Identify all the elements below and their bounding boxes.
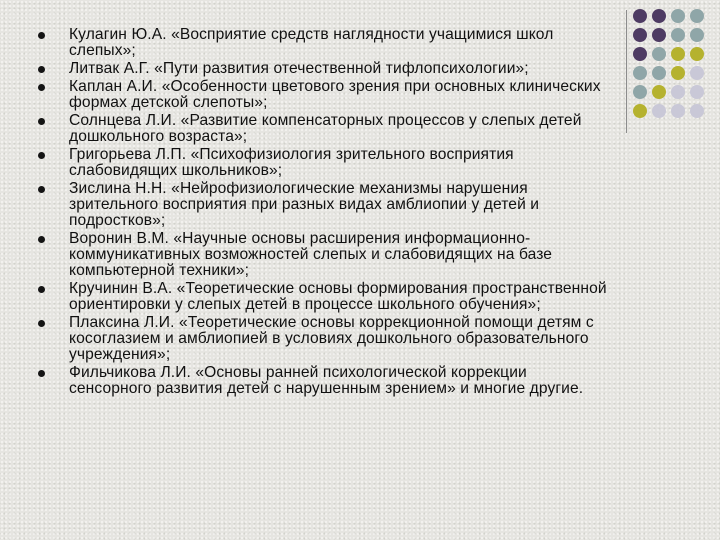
decorative-dot — [633, 66, 647, 80]
decorative-dot — [652, 28, 666, 42]
decorative-dot — [633, 85, 647, 99]
divider-line — [626, 10, 627, 133]
reference-text: Каплан А.И. «Особенности цветового зрения при основных клинических формах детской слепоты»; — [69, 78, 601, 111]
decorative-dot — [690, 47, 704, 61]
decorative-dot — [652, 104, 666, 118]
reference-item — [38, 147, 608, 179]
reference-item — [38, 79, 608, 111]
decorative-dot — [671, 9, 685, 23]
reference-item — [38, 113, 608, 145]
reference-text: Григорьева Л.П. «Психофизиология зрительного восприятия слабовидящих школьников»; — [69, 146, 514, 179]
decorative-dot — [633, 28, 647, 42]
decorative-dot — [671, 28, 685, 42]
bullet-icon — [38, 236, 45, 243]
decorative-dot — [633, 47, 647, 61]
decorative-dot — [671, 66, 685, 80]
bullet-icon — [38, 118, 45, 125]
decorative-dot — [652, 85, 666, 99]
bullet-icon — [38, 186, 45, 193]
decorative-dot — [690, 9, 704, 23]
reference-item — [38, 181, 608, 229]
decorative-dot-grid — [633, 9, 717, 129]
decorative-dot — [690, 28, 704, 42]
bullet-icon — [38, 66, 45, 73]
reference-text: Воронин В.М. «Научные основы расширения информационно-коммуникативных возможностей слепых и слабовидящих на базе компьютерной техники»; — [69, 230, 553, 279]
bullet-icon — [38, 370, 45, 377]
decorative-dot — [690, 104, 704, 118]
reference-text: Солнцева Л.И. «Развитие компенсаторных процессов у слепых детей дошкольного возраста»; — [69, 112, 582, 145]
decorative-dot — [652, 66, 666, 80]
reference-text: Кручинин В.А. «Теоретические основы формирования пространственной ориентировки у слепых детей в процессе школьного обучения»; — [69, 280, 607, 313]
decorative-dot — [633, 104, 647, 118]
decorative-dot — [690, 85, 704, 99]
reference-text: Кулагин Ю.А. «Восприятие средств наглядности учащимися школ слепых»; — [69, 26, 554, 59]
reference-text: Литвак А.Г. «Пути развития отечественной тифлопсихологии»; — [69, 60, 529, 77]
reference-text: Фильчикова Л.И. «Основы ранней психологической коррекции сенсорного развития детей с нарушенным зрением» и многие другие. — [69, 364, 584, 397]
reference-item — [38, 27, 608, 59]
reference-text: Зислина Н.Н. «Нейрофизиологические механизмы нарушения зрительного восприятия при разных видах амблиопии у детей и подростков»; — [69, 180, 540, 229]
reference-item — [38, 231, 608, 279]
decorative-dot — [652, 47, 666, 61]
reference-list — [38, 27, 608, 397]
reference-item — [38, 61, 608, 77]
bullet-icon — [38, 320, 45, 327]
decorative-dot — [652, 9, 666, 23]
reference-item — [38, 365, 608, 397]
decorative-dot — [690, 66, 704, 80]
decorative-dot — [671, 47, 685, 61]
reference-item — [38, 281, 608, 313]
bullet-icon — [38, 152, 45, 159]
decorative-dot — [671, 104, 685, 118]
decorative-dot — [633, 9, 647, 23]
bullet-icon — [38, 286, 45, 293]
bullet-icon — [38, 32, 45, 39]
reference-text: Плаксина Л.И. «Теоретические основы коррекционной помощи детям с косоглазием и амблиопией в условиях дошкольного образовательного учреждения»; — [69, 314, 594, 363]
decorative-dot — [671, 85, 685, 99]
bullet-icon — [38, 84, 45, 91]
reference-item — [38, 315, 608, 363]
